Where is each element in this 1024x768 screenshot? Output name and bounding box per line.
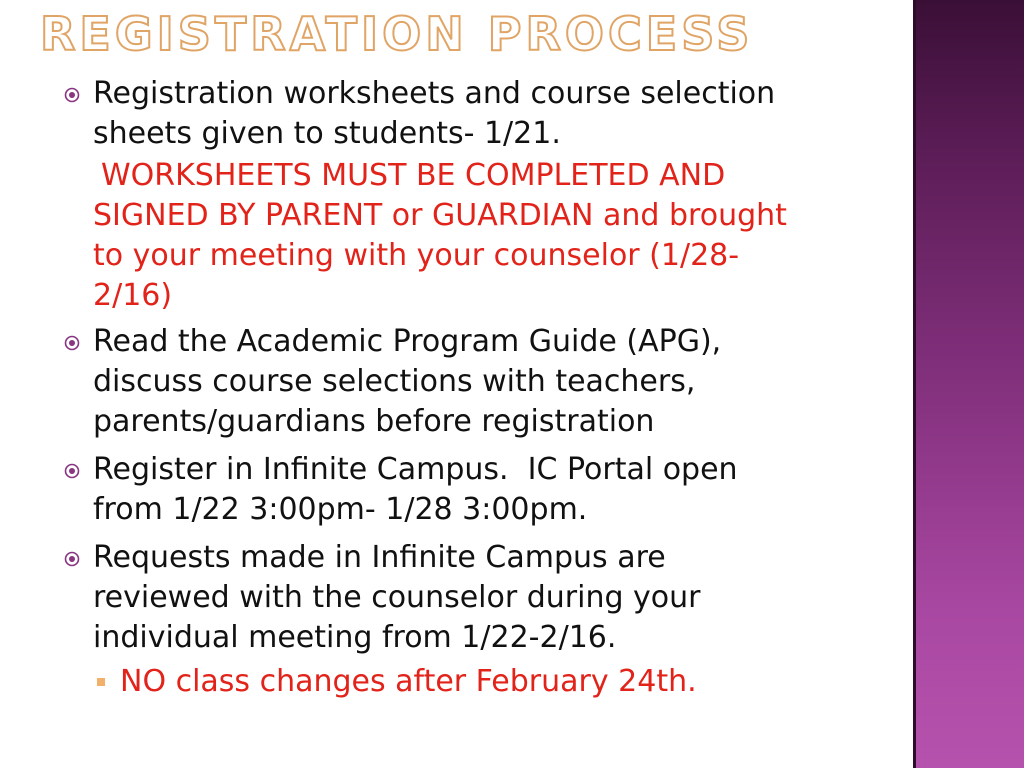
bullet-line: from 1/22 3:00pm- 1/28 3:00pm. [93, 492, 588, 527]
circled-dot-icon [64, 551, 80, 567]
bullet-item [64, 322, 864, 442]
bullet-line: reviewed with the counselor during your [93, 580, 701, 615]
bullet-line: parents/guardians before registration [93, 404, 655, 439]
bullet-item [64, 74, 864, 154]
bullet-line: Register in Infinite Campus. IC Portal open [93, 452, 738, 487]
circled-dot-icon [64, 335, 80, 351]
sub-bullet-text: NO class changes after February 24th. [120, 664, 697, 699]
circled-dot-icon [64, 87, 80, 103]
slide-title: REGISTRATION PROCESS [40, 7, 754, 61]
decorative-sidebar [913, 0, 1024, 768]
warning-line: to your meeting with your counselor (1/28- [93, 238, 740, 273]
bullet-line: discuss course selections with teachers, [93, 364, 696, 399]
circled-dot-icon [64, 463, 80, 479]
warning-line: WORKSHEETS MUST BE COMPLETED AND [101, 158, 726, 193]
bullet-line: individual meeting from 1/22-2/16. [93, 620, 617, 655]
bullet-item [64, 538, 864, 658]
bullet-line: Registration worksheets and course selection [93, 76, 776, 111]
warning-line: SIGNED BY PARENT or GUARDIAN and brought [93, 198, 787, 233]
sidebar-edge [913, 0, 916, 768]
bullet-list [64, 74, 864, 702]
bullet-item [64, 450, 864, 530]
bullet-line: Requests made in Infinite Campus are [93, 540, 666, 575]
bullet-line: sheets given to students- 1/21. [93, 116, 561, 151]
worksheet-warning [64, 156, 864, 316]
square-icon [97, 678, 105, 686]
warning-line: 2/16) [93, 278, 173, 313]
sub-bullet-item [64, 662, 864, 702]
bullet-line: Read the Academic Program Guide (APG), [93, 324, 722, 359]
